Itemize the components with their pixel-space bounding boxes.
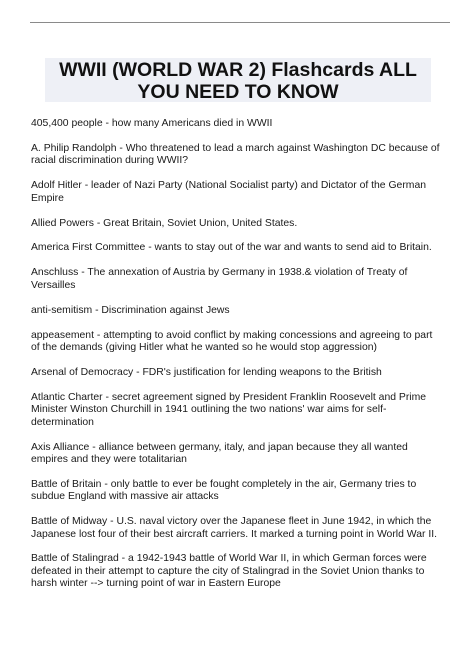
page-title bbox=[45, 59, 431, 103]
flashcard: Anschluss - The annexation of Austria by Germany in 1938.& violation of Treaty of Versailles bbox=[31, 267, 408, 291]
header-rule bbox=[30, 22, 450, 23]
flashcard: Battle of Stalingrad - a 1942-1943 battle of World War II, in which German forces were defeated in their attempt to capture the city of Stalingrad in the Soviet Union thanks to harsh winter --> turning point of war in Eastern Europe bbox=[31, 553, 427, 590]
flashcard: Axis Alliance - alliance between germany, italy, and japan because they all wanted empires and they were totalitarian bbox=[31, 441, 408, 465]
flashcard: Atlantic Charter - secret agreement signed by President Franklin Roosevelt and Prime Minister Winston Churchill in 1941 outlining the two nations' war aims for self-determination bbox=[31, 391, 427, 428]
flashcard: Allied Powers - Great Britain, Soviet Union, United States. bbox=[31, 217, 298, 229]
flashcard: Adolf Hitler - leader of Nazi Party (National Socialist party) and Dictator of the German Empire bbox=[31, 180, 427, 204]
flashcard: appeasement - attempting to avoid conflict by making concessions and agreeing to part of the demands (giving Hitler what he wanted so he would stop aggression) bbox=[31, 329, 433, 353]
flashcard-list bbox=[31, 118, 441, 603]
flashcard: Arsenal of Democracy - FDR's justification for lending weapons to the British bbox=[31, 366, 382, 378]
flashcard: A. Philip Randolph - Who threatened to lead a march against Washington DC because of racial discrimination during WWII? bbox=[31, 142, 440, 167]
flashcard: Battle of Midway - U.S. naval victory over the Japanese fleet in June 1942, in which the Japanese lost four of their best aircraft carriers. It marked a turning point in World War II. bbox=[31, 516, 437, 540]
flashcard: anti-semitism - Discrimination against Jews bbox=[31, 304, 230, 316]
page-title-line-1: WWII (WORLD WAR 2) Flashcards ALL bbox=[59, 59, 417, 81]
page-title-line-2: YOU NEED TO KNOW bbox=[137, 81, 339, 103]
flashcard: Battle of Britain - only battle to ever be fought completely in the air, Germany tries to subdue England with massive air attacks bbox=[31, 478, 417, 503]
flashcard: America First Committee - wants to stay out of the war and wants to send aid to Britain. bbox=[31, 242, 432, 254]
flashcard: 405,400 people - how many Americans died in WWII bbox=[31, 118, 273, 129]
